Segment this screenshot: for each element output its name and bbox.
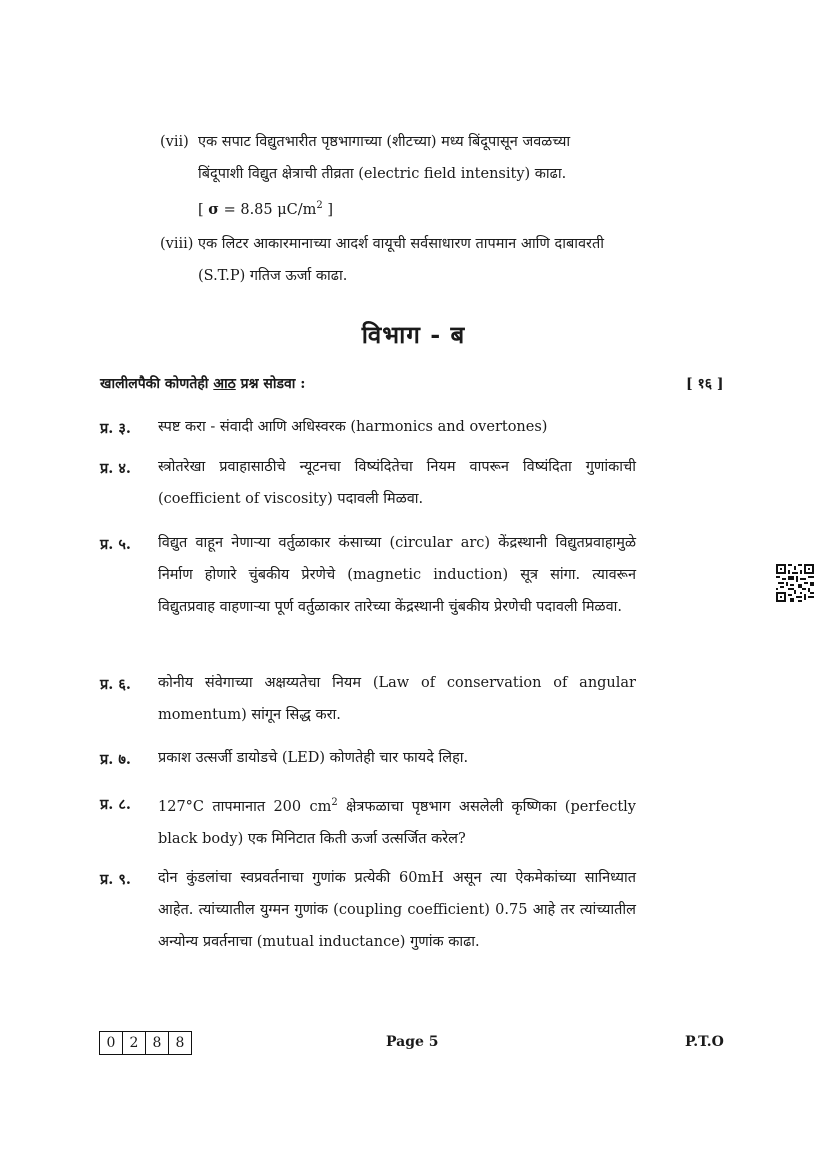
please-turn-over: P.T.O [685,1034,724,1050]
question-number-8: प्र. ८. [100,796,131,813]
code-digit: 2 [123,1032,146,1054]
question-4-text: स्त्रोतरेखा प्रवाहासाठीचे न्यूटनचा विष्यंदितेचा नियम वापरून विष्यंदिता गुणांकाची (coefficient of viscosity) पदावली मिळवा. [158,459,636,507]
question-5-text: विद्युत वाहून नेणाऱ्या वर्तुळाकार कंसाच्या (circular arc) केंद्रस्थानी विद्युतप्रवाहामुळे निर्माण होणारे चुंबकीय प्रेरणेचे (magnetic induction) सूत्र सांगा. त्यावरून विद्युतप्रवाह वाहणाऱ्या पूर्ण वर्तुळाकार तारेच्या केंद्रस्थानी चुंबकीय प्रेरणेची पदावली मिळवा. [158,535,636,615]
section-marks: [ १६ ] [686,376,724,392]
question-number-4: प्र. ४. [100,460,131,477]
question-7-text: प्रकाश उत्सर्जी डायोडचे (LED) कोणतेही चार फायदे लिहा. [158,750,469,766]
question-9-text: दोन कुंडलांचा स्वप्रवर्तनाचा गुणांक प्रत्येकी 60mH असून त्या ऐकमेकांच्या सानिध्यात आहेत. त्यांच्यातील युग्मन गुणांक (coupling coefficient) 0.75 आहे तर त्यांच्यातील अन्योन्य प्रवर्तनाचा (mutual inductance) गुणांक काढा. [158,870,636,950]
given-bracket-close: ] [322,201,334,218]
section-heading: विभाग - ब [361,320,466,349]
sigma-symbol: σ [208,200,219,218]
instruction-text-pre: खालीलपैकी कोणतेही [100,376,214,392]
subquestion-viii-text [198,228,638,292]
qr-code-icon [776,564,814,602]
subquestion-viii-line2: (S.T.P) गतिज ऊर्जा काढा. [198,268,348,284]
code-digit: 0 [100,1032,123,1054]
given-exponent: 2 [316,200,323,211]
instruction-count: आठ [213,376,236,392]
subquestion-vii-text [198,126,638,226]
question-paper-code [99,1031,192,1055]
page-number: Page 5 [386,1034,439,1050]
question-number-9: प्र. ९. [100,871,131,888]
subquestion-label-viii: (viii) [160,236,194,252]
given-bracket-open: [ [198,201,209,218]
instruction-text-post: प्रश्न सोडवा : [235,376,306,392]
question-8-text [158,787,636,855]
subquestion-vii-line1: एक सपाट विद्युतभारीत पृष्ठभागाच्या (शीटच्या) मध्य बिंदूपासून जवळच्या [198,134,571,150]
question-6-text: कोनीय संवेगाच्या अक्षय्यतेचा नियम (Law of conservation of angular momentum) सांगून सिद्ध करा. [158,675,636,723]
subquestion-viii-line1: एक लिटर आकारमानाच्या आदर्श वायूची सर्वसाधारण तापमान आणि दाबावरती [198,236,604,252]
subquestion-vii-line2: बिंदूपाशी विद्युत क्षेत्राची तीव्रता (electric field intensity) काढा. [198,166,567,182]
section-instruction [100,374,305,393]
subquestion-label-vii: (vii) [160,134,189,150]
question-number-6: प्र. ६. [100,676,131,693]
given-value: = 8.85 μC/m [218,201,317,218]
question-8-text-post: क्षेत्रफळाचा पृष्ठभाग असलेली कृष्णिका (perfectly black body) एक मिनिटात किती ऊर्जा उत्सर्जित करेल? [158,798,636,847]
question-number-7: प्र. ७. [100,751,131,768]
question-8-text-pre: 127°C तापमानात 200 cm [158,798,332,815]
question-number-5: प्र. ५. [100,536,131,553]
code-digit: 8 [146,1032,169,1054]
subquestion-vii-given [198,190,638,226]
question-3-text: स्पष्ट करा - संवादी आणि अधिस्वरक (harmonics and overtones) [158,419,548,435]
question-number-3: प्र. ३. [100,420,131,437]
question-8-exponent: 2 [331,797,338,808]
code-digit: 8 [175,1035,185,1051]
